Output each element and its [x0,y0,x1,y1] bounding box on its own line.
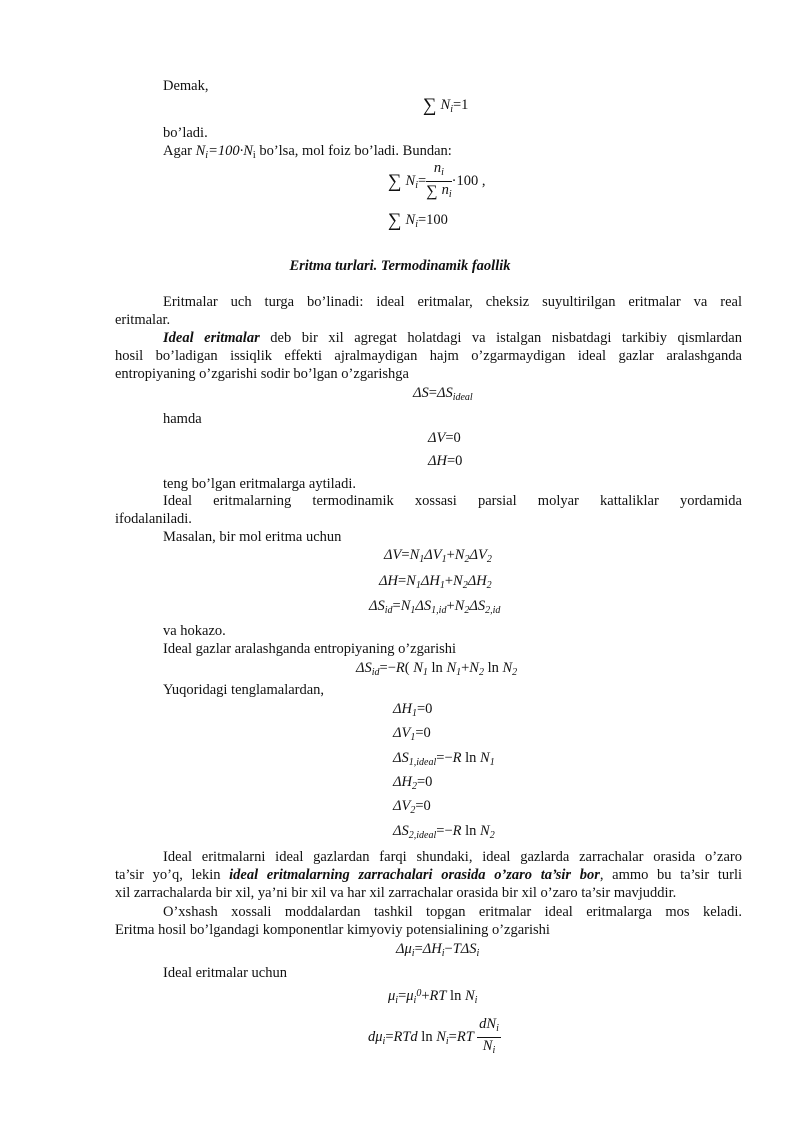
equation-dmu: $\Delta\mu_i=\Delta H_i-T\Delta S_i$ [396,941,480,959]
paragraph-types-line1: Eritmalar uch turga bo’linadi: ideal eritmalar, cheksiz suyultirilgan eritmalar va real [163,294,742,310]
text-boladi: bo’ladi. [163,125,208,141]
paragraph-partial-line1: Ideal eritmalarning termodinamik xossasi parsial molyar kattaliklar yordamida [163,493,742,509]
paragraph-partial-line2: ifodalaniladi. [115,511,192,527]
paragraph-ideal-line1: Ideal eritmalar deb bir xil agregat holatdagi va istalgan nisbatdagi tarkibiy qismlardan [163,330,742,346]
text-agar: Agar $N_i=100\cdot N_i$ bo’lsa, mol foiz bo’ladi. Bundan: [163,143,452,161]
paragraph-difference-line3: xil zarrachalarda bir xil, ya’ni bir xil va har xil zarrachalar orasida bir xil o’zaro ta’sir mavjuddir. [115,885,677,901]
paragraph-ideal-line3: entropiyaning o’zgarishi sodir bo’lgan o’zgarishga [115,366,409,382]
text-ideal-gaz: Ideal gazlar aralashganda entropiyaning o’zgarishi [163,641,457,657]
equation-dH1: $\Delta H_1=0$ [393,701,433,719]
equation-dV2: $\Delta V_2=0$ [393,798,431,816]
paragraph-types-line2: eritmalar. [115,312,171,328]
equation-dV-sum: $\Delta V=N_1\Delta V_1+N_2\Delta V_2$ [384,547,492,565]
equation-dH-sum: $\Delta H=N_1\Delta H_1+N_2\Delta H_2$ [379,573,492,591]
paragraph-ideal-line2: hosil bo’ladigan issiqlik effekti ajralmaydigan hajm o’zgarmaydigan ideal gazlar aralashganda [115,348,742,364]
equation-dH-zero: ΔH=0 [428,453,463,469]
equation-dV-zero: ΔV=0 [428,430,461,446]
text-yuqoridagi: Yuqoridagi tenglamalardan, [163,682,325,698]
equation-dV1: $\Delta V_1=0$ [393,725,431,743]
text-hamda: hamda [163,411,202,427]
equation-mole-percent: ∑ $N_i=$ $\frac{n_i}{\sum n_i}$ ·100 , [388,160,486,200]
paragraph-similar-line2: Eritma hosil bo’lgandagi komponentlar kimyoviy potensialining o’zgarishi [115,922,550,938]
text-teng: teng bo’lgan eritmalarga aytiladi. [163,476,356,492]
equation-dS-sum: $\Delta S_{id}=N_1\Delta S_{1,id}+N_2\Delta S_{2,id}$ [369,598,501,616]
text-demak: Demak, [163,78,209,94]
equation-dmu-differential: $d\mu_i=RTd$ $\ln N_i=RT$ $\frac{dN_i}{N_i}$ [368,1016,499,1056]
section-heading: Eritma turlari. Termodinamik faollik [289,258,511,274]
equation-sum-equals-100: ∑ $N_i=100$ [388,210,448,231]
equation-dS-ideal: $\Delta S=\Delta S_{ideal}$ [413,385,473,403]
equation-dS1-ideal: $\Delta S_{1,ideal}=-R$ $\ln N_1$ [393,750,495,768]
equation-dS2-ideal: $\Delta S_{2,ideal}=-R$ $\ln N_2$ [393,823,495,841]
equation-mu: $\mu_i=\mu_{i0}+RT$ $\ln N_i$ [388,988,478,1006]
text-ideal-uchun: Ideal eritmalar uchun [163,965,287,981]
paragraph-similar-line1: O’xshash xossali moddalardan tashkil topgan eritmalar ideal eritmalarga mos keladi. [163,904,742,920]
equation-sum-equals-one: ∑ $N_i=1$ [423,95,469,116]
text-va-hokazo: va hokazo. [163,623,226,639]
text-masalan: Masalan, bir mol eritma uchun [163,529,342,545]
equation-dH2: $\Delta H_2=0$ [393,774,433,792]
equation-mixing-entropy: $\Delta S_{id}=-R$( $N_1$ $\ln N_1+N_2$ $\ln N_2$ [356,660,518,678]
paragraph-difference-line1: Ideal eritmalarni ideal gazlardan farqi shundaki, ideal gazlarda zarrachalar orasida o’zaro [163,849,742,865]
paragraph-difference-line2: ta’sir yo’q, lekin ideal eritmalarning zarrachalari orasida o’zaro ta’sir bor, ammo bu ta’sir turli [115,867,742,883]
